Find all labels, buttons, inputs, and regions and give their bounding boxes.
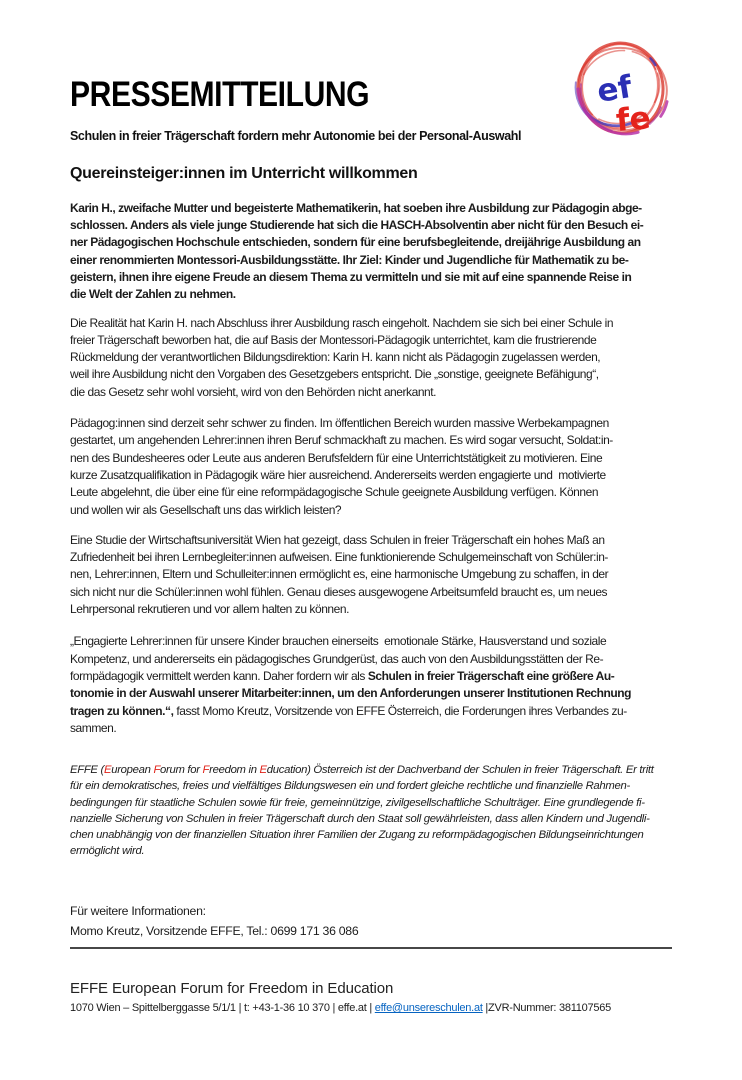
text-segment: sich nicht nur die Schüler:innen wohl fühlen. Genau dieses ausgewogene Arbeitsumfeld braucht es, um neues — [70, 584, 608, 599]
article-body — [70, 200, 672, 860]
text-line — [70, 584, 672, 601]
text-segment: tragen zu können.“, — [70, 703, 174, 718]
contact-block — [70, 901, 672, 941]
text-segment: Karin H., zweifache Mutter und begeisterte Mathematikerin, hat soeben ihre Ausbildung zur Pädagogin abge- — [70, 200, 642, 215]
text-line — [70, 668, 672, 685]
text-segment: F — [202, 764, 210, 777]
footer-divider — [70, 947, 672, 949]
text-segment: E — [103, 764, 112, 777]
text-segment: Lehrpersonal rekrutieren und vor allem halten zu können. — [70, 602, 349, 617]
text-segment: nen des Bundesheeres oder Leute aus anderen Berufsfeldern für eine Unterrichtstätigkeit zu motivieren. Eine — [70, 450, 603, 465]
text-line — [70, 366, 672, 383]
text-segment: |ZVR-Nummer: 381107565 — [482, 1002, 611, 1015]
footer-contact-line — [70, 1002, 672, 1014]
text-line — [70, 349, 672, 366]
text-segment: fasst Momo Kreutz, Vorsitzende von EFFE Österreich, die Forderungen ihres Verbandes zu- — [173, 703, 627, 718]
text-segment: weil ihre Ausbildung nicht den Vorgaben des Gesetzgebers entspricht. Die „sonstige, geeignete Befähigung“, — [70, 367, 599, 382]
text-line — [70, 484, 672, 501]
text-line — [70, 566, 672, 583]
text-line — [70, 234, 672, 251]
text-line — [70, 200, 672, 217]
text-segment: Rückmeldung der verantwortlichen Bildungsdirektion: Karin H. kann nicht als Pädagogin zugelassen werden, — [70, 350, 601, 365]
text-segment: Eine Studie der Wirtschaftsuniversität Wien hat gezeigt, dass Schulen in freier Trägerschaft ein hohes Maß an — [70, 532, 605, 547]
text-segment: ducation) Österreich ist der Dachverband der Schulen in freier Trägerschaft. Er tritt — [266, 764, 654, 777]
text-line — [70, 315, 672, 332]
text-segment: Leute abgelehnt, die über eine für eine reformpädagogische Schule geeignete Ausbildung verfügen. Können — [70, 485, 599, 500]
text-segment: „Engagierte Lehrer:innen für unsere Kinder brauchen einerseits emotionale Stärke, Hausverstand und soziale — [70, 634, 607, 649]
text-line — [70, 778, 672, 794]
text-line — [70, 415, 672, 432]
text-segment: F — [153, 764, 161, 777]
text-line — [70, 269, 672, 286]
text-segment: formpädagogik vermittelt werden kann. Daher fordern wir als — [70, 668, 368, 683]
text-segment: Pädagog:innen sind derzeit sehr schwer zu finden. Im öffentlichen Bereich wurden massive Werbekampagnen — [70, 416, 609, 431]
text-line — [70, 286, 672, 303]
text-segment: uropean — [111, 764, 154, 777]
text-segment: ner Pädagogischen Hochschule entschieden, sondern für eine berufsbegleitende, dreijährige Ausbildung an — [70, 235, 641, 250]
text-segment: Kompetenz, und andererseits ein pädagogisches Grundgerüst, das auch von den Ausbildungsstätten der Re- — [70, 651, 604, 666]
text-line — [70, 795, 672, 811]
text-segment: geistern, ihnen ihre eigene Freude an diesem Thema zu vermitteln und sie mit auf eine spannende Reise in — [70, 269, 632, 284]
page-title: PRESSEMITTEILUNG — [70, 75, 370, 114]
text-line — [70, 450, 672, 467]
text-line — [70, 601, 672, 618]
text-line — [70, 843, 672, 859]
logo-text-ef: ef — [594, 68, 635, 110]
paragraph — [70, 633, 672, 737]
text-line — [70, 217, 672, 234]
text-line — [70, 432, 672, 449]
contact-person: Momo Kreutz, Vorsitzende EFFE, Tel.: 0699 171 36 086 — [70, 924, 359, 939]
text-segment: freier Trägerschaft beworben hat, die auf Basis der Montessori-Pädagogik unterrichtet, kam die frustrierende — [70, 332, 597, 347]
text-segment: Zufriedenheit bei ihren Lernbegleiter:innen aufweisen. Eine funktionierende Schulgemeinschaft von Schüler:in- — [70, 550, 608, 565]
text-line — [70, 332, 672, 349]
text-line — [70, 633, 672, 650]
text-segment: gestartet, um angehenden Lehrer:innen ihren Beruf schmackhaft zu machen. Es wird sogar versucht, Soldat:in- — [70, 433, 613, 448]
headline: Quereinsteiger:innen im Unterricht willkommen — [70, 164, 418, 182]
text-line — [70, 549, 672, 566]
paragraph — [70, 762, 672, 859]
text-line — [70, 703, 672, 720]
text-segment: chen unabhängig von der finanziellen Situation ihrer Familien der Zugang zu reformpädagogischen Bildungseinrichtungen — [70, 828, 644, 841]
text-segment: kurze Zusatzqualifikation in Pädagogik wäre hier ausreichend. Andererseits werden engagierte und motivierte — [70, 467, 606, 482]
paragraph — [70, 315, 672, 401]
text-line — [70, 685, 672, 702]
text-line — [70, 252, 672, 269]
text-line — [70, 811, 672, 827]
text-line — [70, 720, 672, 737]
text-segment: orum for — [160, 764, 203, 777]
paragraph — [70, 415, 672, 519]
text-segment: und wollen wir als Gesellschaft uns das wirklich leisten? — [70, 502, 342, 517]
paragraph — [70, 532, 672, 618]
contact-intro: Für weitere Informationen: — [70, 904, 206, 919]
text-line — [70, 532, 672, 549]
text-segment: reedom in — [209, 764, 260, 777]
text-segment: die das Gesetz sehr wohl vorsieht, wird von den Behörden nicht anerkannt. — [70, 384, 437, 399]
text-segment: bedingungen für staatliche Schulen sowie für freie, gemeinnützige, zivilgesellschaftliche Schulträger. Eine grundlegende fi- — [70, 796, 645, 809]
text-segment: nen, Lehrer:innen, Eltern und Schulleiter:innen ermöglicht es, eine harmonische Umgebung zu schaffen, in der — [70, 567, 609, 582]
text-segment: 1070 Wien – Spittelberggasse 5/1/1 | t: +43-1-36 10 370 | effe.at | — [70, 1002, 375, 1015]
subtitle: Schulen in freier Trägerschaft fordern mehr Autonomie bei der Personal-Auswahl — [70, 128, 522, 143]
text-line — [70, 467, 672, 484]
text-segment: Schulen in freier Trägerschaft eine größere Au- — [367, 668, 615, 683]
text-segment: einer renommierten Montessori-Ausbildungsstätte. Ihr Ziel: Kinder und Jugendliche für Mathematik zu be- — [70, 252, 629, 267]
text-segment: E — [259, 764, 267, 777]
text-line — [70, 827, 672, 843]
text-line — [70, 502, 672, 519]
email-link[interactable]: effe@unsereschulen.at — [374, 1002, 483, 1015]
text-segment: schlossen. Anders als viele junge Studierende hat sich die HASCH-Absolventin aber nicht für den Besuch ei- — [70, 218, 644, 233]
logo-text-fe: fe — [614, 100, 653, 139]
footer-organization: EFFE European Forum for Freedom in Education — [70, 980, 394, 998]
text-segment: die Welt der Zahlen zu nehmen. — [70, 287, 236, 302]
text-segment: für ein demokratisches, freies und vielfältiges Bildungswesen ein und fordert gleiche rechtliche und finanzielle Rahmen- — [70, 780, 630, 793]
paragraph — [70, 200, 672, 304]
text-segment: tonomie in der Auswahl unserer Mitarbeiter:innen, um den Anforderungen unserer Institutionen Rechnung — [70, 686, 632, 701]
text-segment: ermöglicht wird. — [70, 845, 145, 858]
text-segment: Die Realität hat Karin H. nach Abschluss ihrer Ausbildung rasch eingeholt. Nachdem sie sich bei einer Schule in — [70, 315, 614, 330]
text-segment: EFFE ( — [70, 764, 104, 777]
text-segment: nanzielle Sicherung von Schulen in freier Trägerschaft durch den Staat soll gewährleisten, dass allen Kindern und Jugendli- — [70, 812, 650, 825]
text-line — [70, 651, 672, 668]
text-segment: sammen. — [70, 720, 117, 735]
text-line — [70, 384, 672, 401]
text-line — [70, 762, 672, 778]
